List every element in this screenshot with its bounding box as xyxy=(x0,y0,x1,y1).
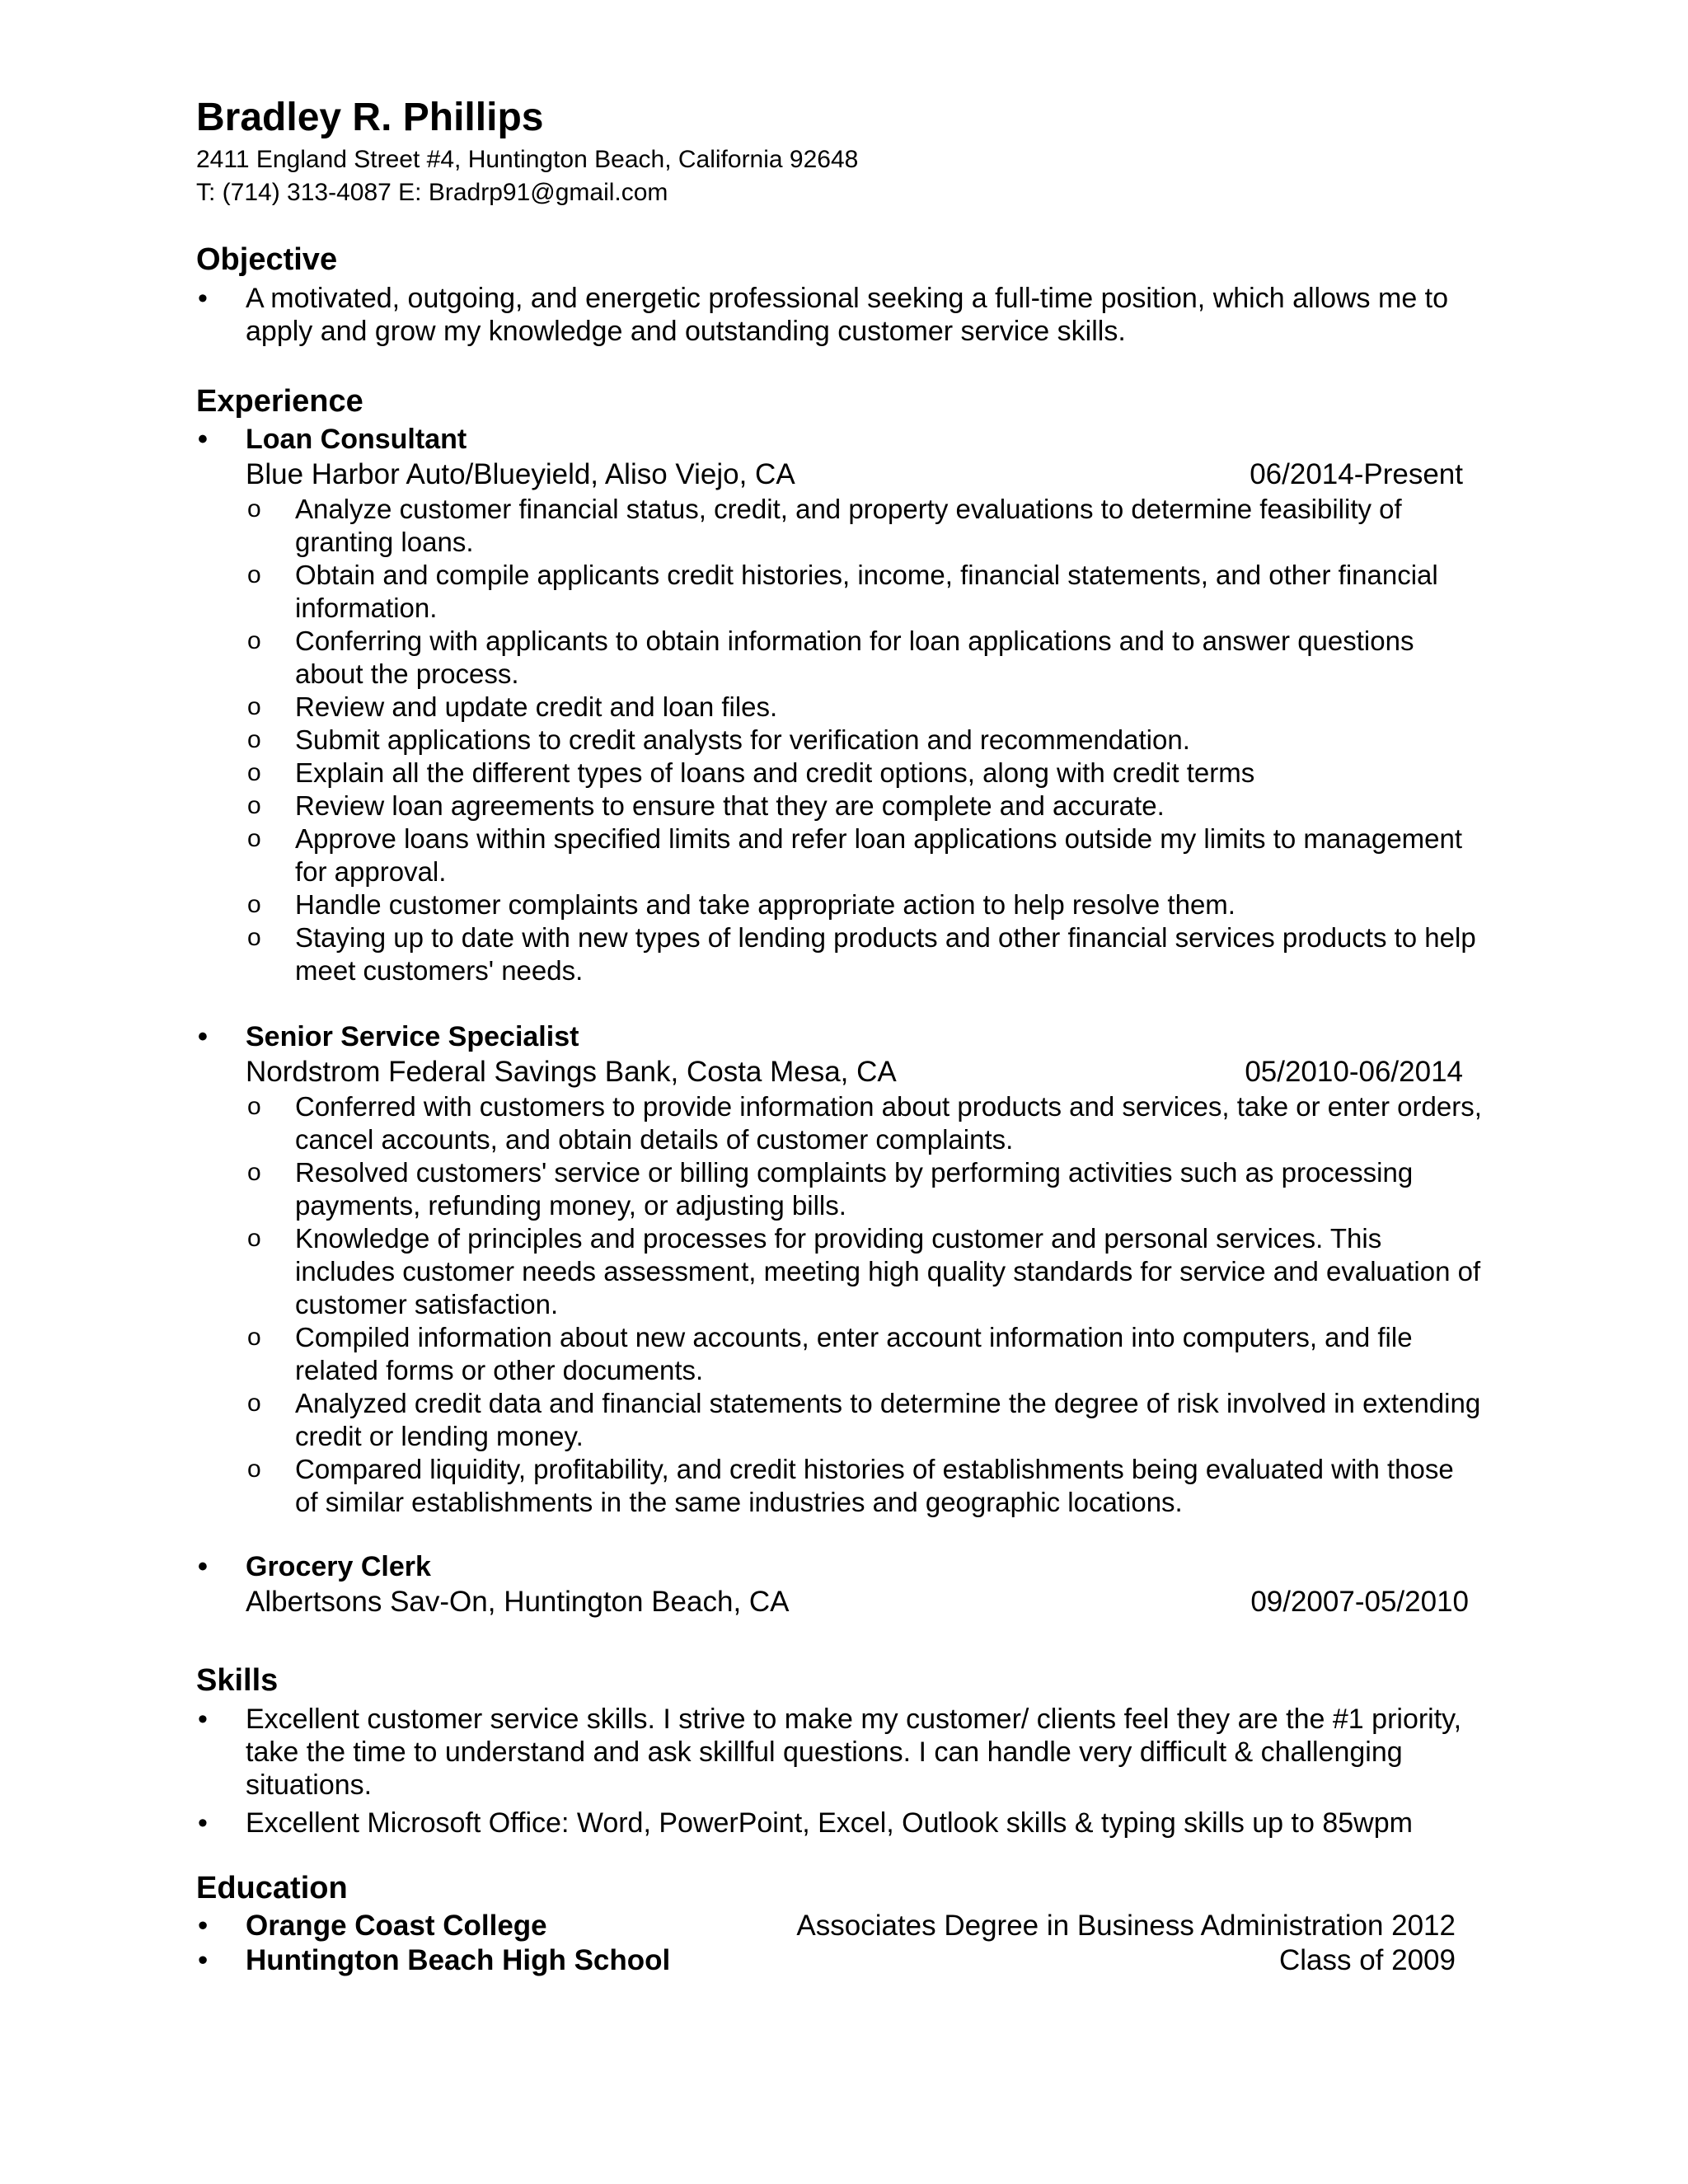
circle-bullet-icon: o xyxy=(247,825,261,852)
skill-item xyxy=(196,1807,1465,1840)
job-company-row xyxy=(196,1054,1463,1090)
job-dates: 09/2007-05/2010 xyxy=(1250,1586,1469,1618)
job-loan-consultant xyxy=(196,422,1482,987)
bullet-icon: • xyxy=(198,1704,208,1735)
school-name: Huntington Beach High School xyxy=(246,1944,671,1976)
skill-item xyxy=(196,1703,1465,1802)
duty-text: Explain all the different types of loans and credit options, along with credit terms xyxy=(295,757,1255,788)
job-company: Albertsons Sav-On, Huntington Beach, CA xyxy=(246,1586,790,1618)
duty-item xyxy=(196,559,1482,625)
education-section xyxy=(196,1909,1456,1978)
skill-text: Excellent customer service skills. I strive to make my customer/ clients feel they are the #1 priority, take the time to understand and ask skillful questions. I can handle very difficult & challenging situations. xyxy=(246,1704,1462,1801)
resume-header xyxy=(196,92,858,209)
duty-item xyxy=(196,757,1482,790)
duty-item xyxy=(196,1387,1482,1453)
duty-item xyxy=(196,1321,1482,1387)
job-title-row xyxy=(196,1549,1482,1584)
bullet-icon: • xyxy=(198,1807,208,1839)
duty-item xyxy=(196,1453,1482,1519)
duty-text: Resolved customers' service or billing complaints by performing activities such as processing payments, refunding money, or adjusting bills. xyxy=(295,1157,1414,1221)
duty-text: Conferring with applicants to obtain information for loan applications and to answer questions about the process. xyxy=(295,626,1414,689)
job-title: Loan Consultant xyxy=(246,424,467,455)
circle-bullet-icon: o xyxy=(247,693,261,720)
duty-text: Staying up to date with new types of lending products and other financial services products to help meet customers' needs. xyxy=(295,922,1476,986)
circle-bullet-icon: o xyxy=(247,1159,261,1186)
school-detail: Associates Degree in Business Administration 2012 xyxy=(796,1910,1456,1942)
circle-bullet-icon: o xyxy=(247,1324,261,1351)
address: 2411 England Street #4, Huntington Beach, California 92648 xyxy=(196,146,859,173)
skills-heading: Skills xyxy=(196,1663,279,1698)
job-company-row xyxy=(196,1584,1469,1620)
education-heading: Education xyxy=(196,1871,348,1905)
bullet-icon: • xyxy=(198,1551,208,1582)
duty-item xyxy=(196,724,1482,757)
duty-item xyxy=(196,1090,1482,1156)
job-title-row xyxy=(196,422,1482,457)
job-duties xyxy=(196,1090,1482,1519)
circle-bullet-icon: o xyxy=(247,627,261,654)
job-company-row xyxy=(196,457,1463,493)
school-detail: Class of 2009 xyxy=(1278,1944,1456,1976)
education-item xyxy=(196,1943,1456,1978)
duty-text: Review loan agreements to ensure that they are complete and accurate. xyxy=(295,790,1165,821)
duty-text: Compared liquidity, profitability, and credit histories of establishments being evaluated with those of similar establishments in the same industries and geographic locations. xyxy=(295,1454,1454,1517)
job-company: Nordstrom Federal Savings Bank, Costa Mesa, CA xyxy=(246,1056,897,1088)
duty-item xyxy=(196,1156,1482,1222)
duty-text: Knowledge of principles and processes for providing customer and personal services. This includes customer needs assessment, meeting high quality standards for service and evaluation of customer satisfaction. xyxy=(295,1223,1481,1319)
objective-item xyxy=(196,282,1465,348)
duty-item xyxy=(196,691,1482,724)
candidate-name: Bradley R. Phillips xyxy=(196,96,544,139)
circle-bullet-icon: o xyxy=(247,1093,261,1120)
job-company: Blue Harbor Auto/Blueyield, Aliso Viejo, CA xyxy=(246,458,795,490)
circle-bullet-icon: o xyxy=(247,759,261,786)
objective-heading: Objective xyxy=(196,242,338,277)
duty-item xyxy=(196,790,1482,823)
job-title-row xyxy=(196,1019,1482,1054)
duty-item xyxy=(196,625,1482,691)
job-title: Grocery Clerk xyxy=(246,1551,431,1582)
duty-item xyxy=(196,823,1482,888)
bullet-icon: • xyxy=(198,1910,209,1942)
circle-bullet-icon: o xyxy=(247,891,261,918)
duty-text: Obtain and compile applicants credit histories, income, financial statements, and other financial information. xyxy=(295,560,1438,623)
job-dates: 05/2010-06/2014 xyxy=(1245,1056,1463,1088)
duty-item xyxy=(196,493,1482,559)
duty-text: Review and update credit and loan files. xyxy=(295,691,778,722)
duty-item xyxy=(196,921,1482,987)
duty-item xyxy=(196,888,1482,921)
circle-bullet-icon: o xyxy=(247,561,261,588)
duty-text: Handle customer complaints and take appropriate action to help resolve them. xyxy=(295,889,1236,920)
circle-bullet-icon: o xyxy=(247,726,261,753)
duty-text: Analyze customer financial status, credit, and property evaluations to determine feasibility of granting loans. xyxy=(295,494,1402,557)
job-duties xyxy=(196,493,1482,987)
duty-text: Approve loans within specified limits and refer loan applications outside my limits to management for approval. xyxy=(295,823,1463,887)
school-name: Orange Coast College xyxy=(246,1910,547,1942)
circle-bullet-icon: o xyxy=(247,792,261,819)
objective-text: A motivated, outgoing, and energetic professional seeking a full-time position, which allows me to apply and grow my knowledge and outstanding customer service skills. xyxy=(246,283,1449,347)
skills-section xyxy=(196,1703,1465,1840)
circle-bullet-icon: o xyxy=(247,924,261,951)
job-title: Senior Service Specialist xyxy=(246,1021,579,1052)
bullet-icon: • xyxy=(198,424,208,455)
circle-bullet-icon: o xyxy=(247,1225,261,1252)
circle-bullet-icon: o xyxy=(247,495,261,523)
duty-item xyxy=(196,1222,1482,1321)
circle-bullet-icon: o xyxy=(247,1455,261,1483)
bullet-icon: • xyxy=(198,1021,208,1052)
education-item xyxy=(196,1909,1456,1943)
experience-heading: Experience xyxy=(196,384,363,419)
job-grocery-clerk xyxy=(196,1549,1482,1620)
bullet-icon: • xyxy=(198,1944,209,1976)
circle-bullet-icon: o xyxy=(247,1390,261,1417)
bullet-icon: • xyxy=(198,283,208,314)
duty-text: Submit applications to credit analysts for verification and recommendation. xyxy=(295,724,1190,755)
duty-text: Conferred with customers to provide information about products and services, take or enter orders, cancel accounts, and obtain details of customer complaints. xyxy=(295,1091,1482,1155)
objective-section xyxy=(196,282,1465,348)
job-senior-service-specialist xyxy=(196,1019,1482,1519)
duty-text: Analyzed credit data and financial statements to determine the degree of risk involved in extending credit or lending money. xyxy=(295,1388,1481,1451)
skill-text: Excellent Microsoft Office: Word, PowerPoint, Excel, Outlook skills & typing skills up to 85wpm xyxy=(246,1807,1413,1839)
contact-info: T: (714) 313-4087 E: Bradrp91@gmail.com xyxy=(196,179,668,206)
duty-text: Compiled information about new accounts, enter account information into computers, and file related forms or other documents. xyxy=(295,1322,1413,1385)
job-dates: 06/2014-Present xyxy=(1250,458,1463,490)
